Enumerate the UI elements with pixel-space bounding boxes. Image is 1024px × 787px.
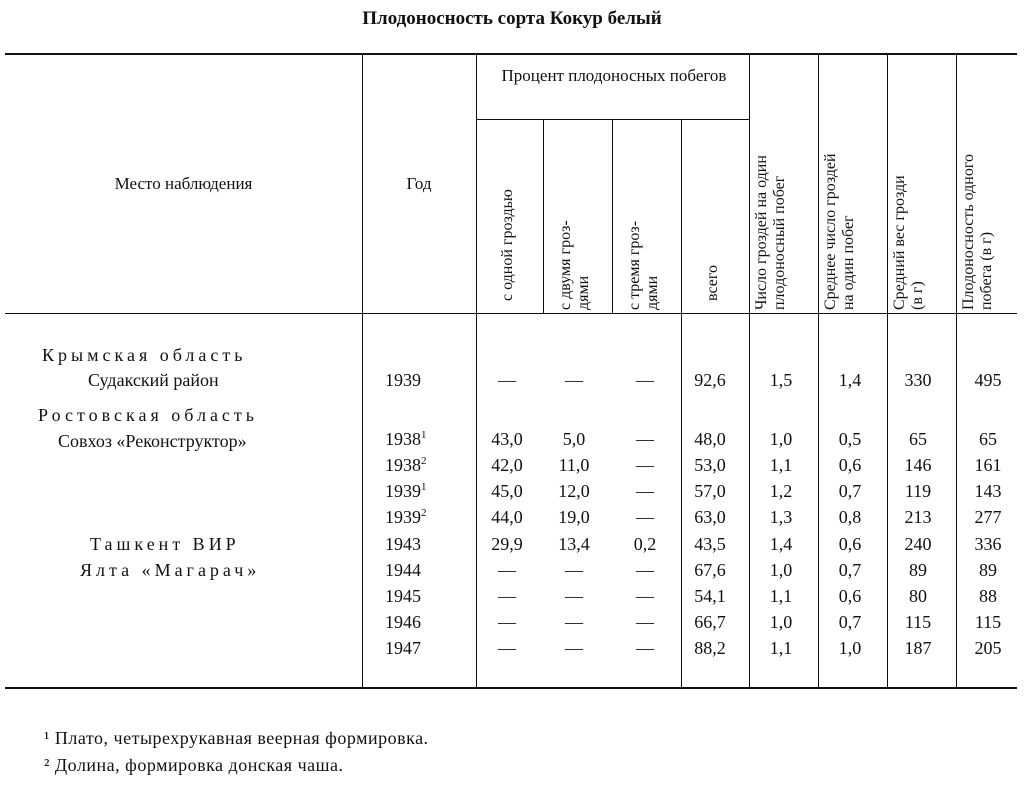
value-cell: 1,3 <box>769 507 793 527</box>
header-line: плодоносный побег <box>771 175 788 310</box>
value-cell: 89 <box>979 560 997 580</box>
value-cell: 119 <box>904 481 932 501</box>
year-value: 1938 <box>385 429 421 449</box>
value-cell: 0,7 <box>838 560 862 580</box>
col-divider <box>543 119 544 314</box>
col-divider <box>362 55 363 687</box>
value-cell: 1,0 <box>838 638 862 658</box>
header-line: с двумя гроз- <box>557 220 574 310</box>
header-avg-weight <box>891 60 931 310</box>
year-cell <box>385 586 421 607</box>
year-value: 1939 <box>385 507 421 527</box>
value-cell: 11,0 <box>558 455 590 475</box>
year-value: 1943 <box>385 534 421 554</box>
value-cell: 1,0 <box>769 612 793 632</box>
value-cell: — <box>636 370 654 390</box>
value-cell: 53,0 <box>694 455 726 475</box>
year-cell <box>385 638 421 659</box>
bottom-rule <box>5 687 1017 689</box>
value-cell: 88,2 <box>694 638 726 658</box>
group-underline <box>476 119 749 120</box>
value-cell: 336 <box>974 534 1002 554</box>
value-cell: 80 <box>909 586 927 606</box>
value-cell: 495 <box>974 370 1002 390</box>
top-rule <box>5 53 1017 55</box>
header-place: Место наблюдения <box>114 174 253 193</box>
value-cell: 19,0 <box>558 507 590 527</box>
value-cell: 330 <box>904 370 932 390</box>
footnote-marker: 2 <box>421 507 427 519</box>
value-cell: 44,0 <box>491 507 523 527</box>
value-cell: — <box>636 560 654 580</box>
value-cell: 43,5 <box>694 534 726 554</box>
header-bottom-rule <box>5 313 1017 314</box>
year-cell <box>385 507 427 528</box>
value-cell: 146 <box>904 455 932 475</box>
col-divider <box>612 119 613 314</box>
place-crimea: Крымская область <box>42 345 247 365</box>
value-cell: — <box>565 612 583 632</box>
value-cell: 1,5 <box>769 370 793 390</box>
value-cell: 115 <box>904 612 932 632</box>
value-cell: 48,0 <box>694 429 726 449</box>
value-cell: — <box>498 638 516 658</box>
year-cell <box>385 370 421 391</box>
year-cell <box>385 481 427 502</box>
value-cell: 1,4 <box>769 534 793 554</box>
value-cell: — <box>565 586 583 606</box>
value-cell: 13,4 <box>558 534 590 554</box>
value-cell: 65 <box>909 429 927 449</box>
value-cell: — <box>498 612 516 632</box>
header-line: с одной гроздью <box>499 189 516 301</box>
place-rostov: Ростовская область <box>38 405 258 425</box>
value-cell: 0,8 <box>838 507 862 527</box>
value-cell: — <box>636 429 654 449</box>
value-cell: — <box>636 612 654 632</box>
col-divider <box>956 55 957 687</box>
value-cell: — <box>498 560 516 580</box>
value-cell: — <box>636 455 654 475</box>
header-three-clusters <box>626 130 666 310</box>
value-cell: 54,1 <box>694 586 726 606</box>
header-clusters-per-shoot <box>753 60 793 310</box>
header-yield <box>960 60 1000 310</box>
footnote-marker: 1 <box>421 481 427 493</box>
header-line: дями <box>644 275 661 310</box>
value-cell: 0,2 <box>633 534 657 554</box>
value-cell: 205 <box>974 638 1002 658</box>
value-cell: 45,0 <box>491 481 523 501</box>
year-cell <box>385 534 421 555</box>
value-cell: 1,2 <box>769 481 793 501</box>
value-cell: — <box>565 638 583 658</box>
value-cell: — <box>636 481 654 501</box>
header-year: Год <box>406 174 432 193</box>
value-cell: 5,0 <box>562 429 586 449</box>
value-cell: 63,0 <box>694 507 726 527</box>
year-value: 1946 <box>385 612 421 632</box>
header-avg-clusters <box>822 60 862 310</box>
value-cell: 42,0 <box>491 455 523 475</box>
table-title: Плодоносность сорта Кокур белый <box>362 8 662 29</box>
year-value: 1947 <box>385 638 421 658</box>
year-cell <box>385 455 427 476</box>
place-sudak: Судакский район <box>88 370 219 390</box>
value-cell: 0,6 <box>838 534 862 554</box>
header-line: дями <box>575 275 592 310</box>
footnote-marker: 2 <box>421 455 427 467</box>
value-cell: 0,6 <box>838 586 862 606</box>
header-line: Плодоносность одного <box>960 153 977 310</box>
value-cell: 143 <box>974 481 1002 501</box>
header-line: на один побег <box>840 215 857 310</box>
header-line: Средний вес грозди <box>891 175 908 310</box>
value-cell: 92,6 <box>694 370 726 390</box>
value-cell: 1,0 <box>769 429 793 449</box>
value-cell: 0,7 <box>838 612 862 632</box>
value-cell: 57,0 <box>694 481 726 501</box>
value-cell: 43,0 <box>491 429 523 449</box>
value-cell: 65 <box>979 429 997 449</box>
year-value: 1944 <box>385 560 421 580</box>
value-cell: — <box>636 507 654 527</box>
header-percent-group: Процент плодоносных побегов <box>501 66 727 85</box>
header-line: побега (в г) <box>978 231 995 310</box>
value-cell: — <box>565 560 583 580</box>
value-cell: 1,4 <box>838 370 862 390</box>
header-line: Среднее число гроздей <box>822 153 839 310</box>
value-cell: 12,0 <box>558 481 590 501</box>
value-cell: 187 <box>904 638 932 658</box>
col-divider <box>749 55 750 687</box>
value-cell: 240 <box>904 534 932 554</box>
year-value: 1938 <box>385 455 421 475</box>
header-total <box>704 121 726 301</box>
place-yalta: Ялта «Магарач» <box>80 560 261 580</box>
value-cell: 213 <box>904 507 932 527</box>
footnote-2: ² Долина, формировка донская чаша. <box>44 755 344 775</box>
value-cell: — <box>498 370 516 390</box>
header-line: Число гроздей на один <box>753 155 770 310</box>
value-cell: 0,7 <box>838 481 862 501</box>
footnote-marker: 1 <box>421 429 427 441</box>
value-cell: 1,1 <box>769 638 793 658</box>
value-cell: 161 <box>974 455 1002 475</box>
col-divider <box>818 55 819 687</box>
value-cell: 0,5 <box>838 429 862 449</box>
header-one-cluster <box>499 121 521 301</box>
value-cell: — <box>498 586 516 606</box>
header-two-clusters <box>557 130 597 310</box>
value-cell: 1,0 <box>769 560 793 580</box>
value-cell: 66,7 <box>694 612 726 632</box>
year-value: 1939 <box>385 370 421 390</box>
value-cell: 1,1 <box>769 455 793 475</box>
value-cell: 277 <box>974 507 1002 527</box>
value-cell: 115 <box>974 612 1002 632</box>
value-cell: 89 <box>909 560 927 580</box>
year-cell <box>385 429 427 450</box>
header-line: с тремя гроз- <box>626 220 643 310</box>
year-cell <box>385 560 421 581</box>
year-cell <box>385 612 421 633</box>
header-line: (в г) <box>909 281 926 310</box>
year-value: 1939 <box>385 481 421 501</box>
header-line: всего <box>704 264 721 301</box>
place-sovkhoz: Совхоз «Реконструктор» <box>58 431 247 451</box>
year-value: 1945 <box>385 586 421 606</box>
footnote-1: ¹ Плато, четырехрукавная веерная формировка. <box>44 728 429 748</box>
value-cell: — <box>565 370 583 390</box>
value-cell: 67,6 <box>694 560 726 580</box>
value-cell: 0,6 <box>838 455 862 475</box>
value-cell: — <box>636 638 654 658</box>
value-cell: — <box>636 586 654 606</box>
value-cell: 29,9 <box>491 534 523 554</box>
value-cell: 1,1 <box>769 586 793 606</box>
value-cell: 88 <box>979 586 997 606</box>
place-tashkent: Ташкент ВИР <box>90 534 240 554</box>
